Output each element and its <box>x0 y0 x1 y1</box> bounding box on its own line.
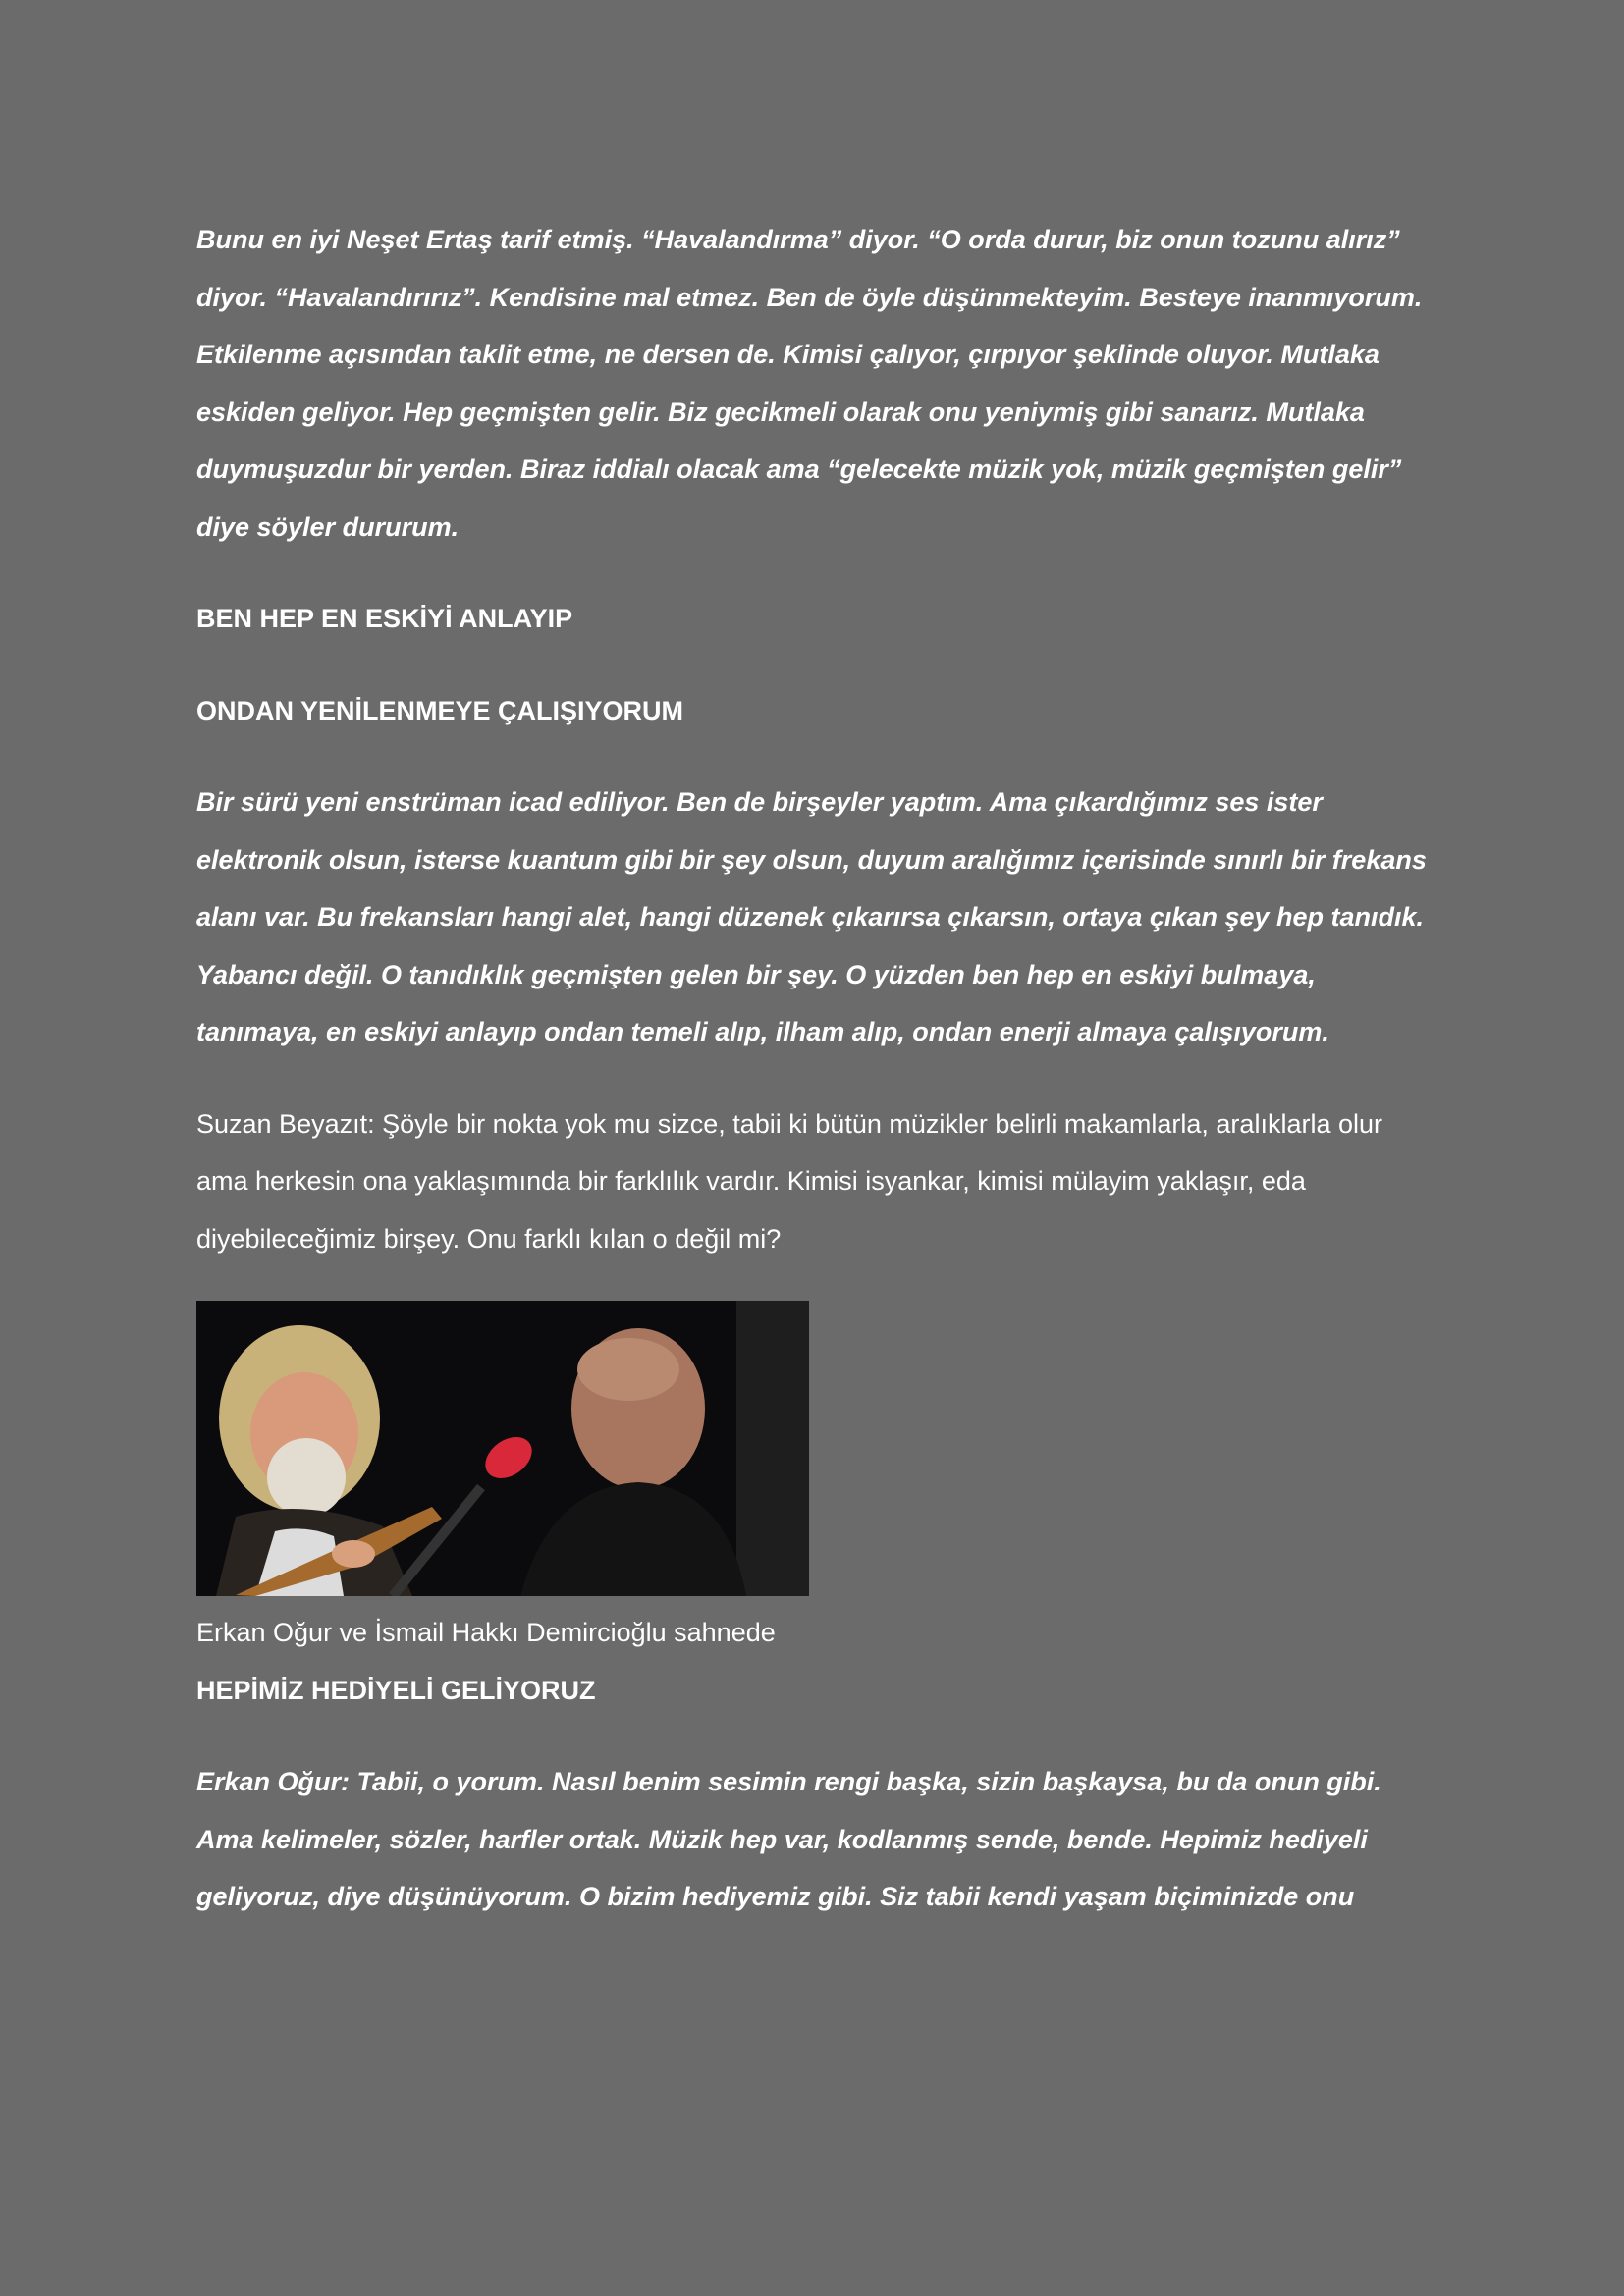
interview-question: Suzan Beyazıt: Şöyle bir nokta yok mu sizce, tabii ki bütün müzikler belirli makamlarla, aralıklarla olur ama herkesin ona yaklaşımında bir farklılık vardır. Kimisi isyankar, kimisi mülayim yaklaşır, eda diyebileceğimiz birşey. Onu farklı kılan o değil mi? <box>196 1108 1382 1254</box>
stage-photo <box>196 1301 809 1596</box>
section-heading-2: ONDAN YENİLENMEYE ÇALIŞIYORUM <box>196 695 684 725</box>
interview-paragraph-3: Erkan Oğur: Tabii, o yorum. Nasıl benim sesimin rengi başka, sizin başkaysa, bu da onun gibi. Ama kelimeler, sözler, harfler ortak. Müzik hep var, kodlanmış sende, bende. Hepimiz hediyeli geliyoruz, diye düşünüyorum. O bizim hediyemiz gibi. Siz tabii kendi yaşam biçiminizde onu <box>196 1767 1381 1911</box>
interview-paragraph-2: Bir sürü yeni enstrüman icad ediliyor. Ben de birşeyler yaptım. Ama çıkardığımız ses ister elektronik olsun, isterse kuantum gibi bir şey olsun, duyum aralığımız içerisinde sınırlı bir frekans alanı var. Bu frekansları hangi alet, hangi düzenek çıkarırsa çıkarsın, ortaya çıkan şey hep tanıdık. Yabancı değil. O tanıdıklık geçmişten gelen bir şey. O yüzden ben hep en eskiyi bulmaya, tanımaya, en eskiyi anlayıp ondan temeli alıp, ilham alıp, ondan enerji almaya çalışıyorum. <box>196 787 1427 1046</box>
document-page <box>196 211 1434 1926</box>
photo-caption: Erkan Oğur ve İsmail Hakkı Demircioğlu sahnede <box>196 1618 776 1647</box>
section-heading-3: HEPİMİZ HEDİYELİ GELİYORUZ <box>196 1675 596 1705</box>
interview-paragraph-1: Bunu en iyi Neşet Ertaş tarif etmiş. “Havalandırma” diyor. “O orda durur, biz onun tozunu alırız” diyor. “Havalandırırız”. Kendisine mal etmez. Ben de öyle düşünmekteyim. Besteye inanmıyorum. Etkilenme açısından taklit etme, ne dersen de. Kimisi çalıyor, çırpıyor şeklinde oluyor. Mutlaka eskiden geliyor. Hep geçmişten gelir. Biz gecikmeli olarak onu yeniymiş gibi sanarız. Mutlaka duymuşuzdur bir yerden. Biraz iddialı olacak ama “gelecekte müzik yok, müzik geçmişten gelir” diye söyler dururum. <box>196 225 1423 542</box>
section-heading-1: BEN HEP EN ESKİYİ ANLAYIP <box>196 604 573 633</box>
